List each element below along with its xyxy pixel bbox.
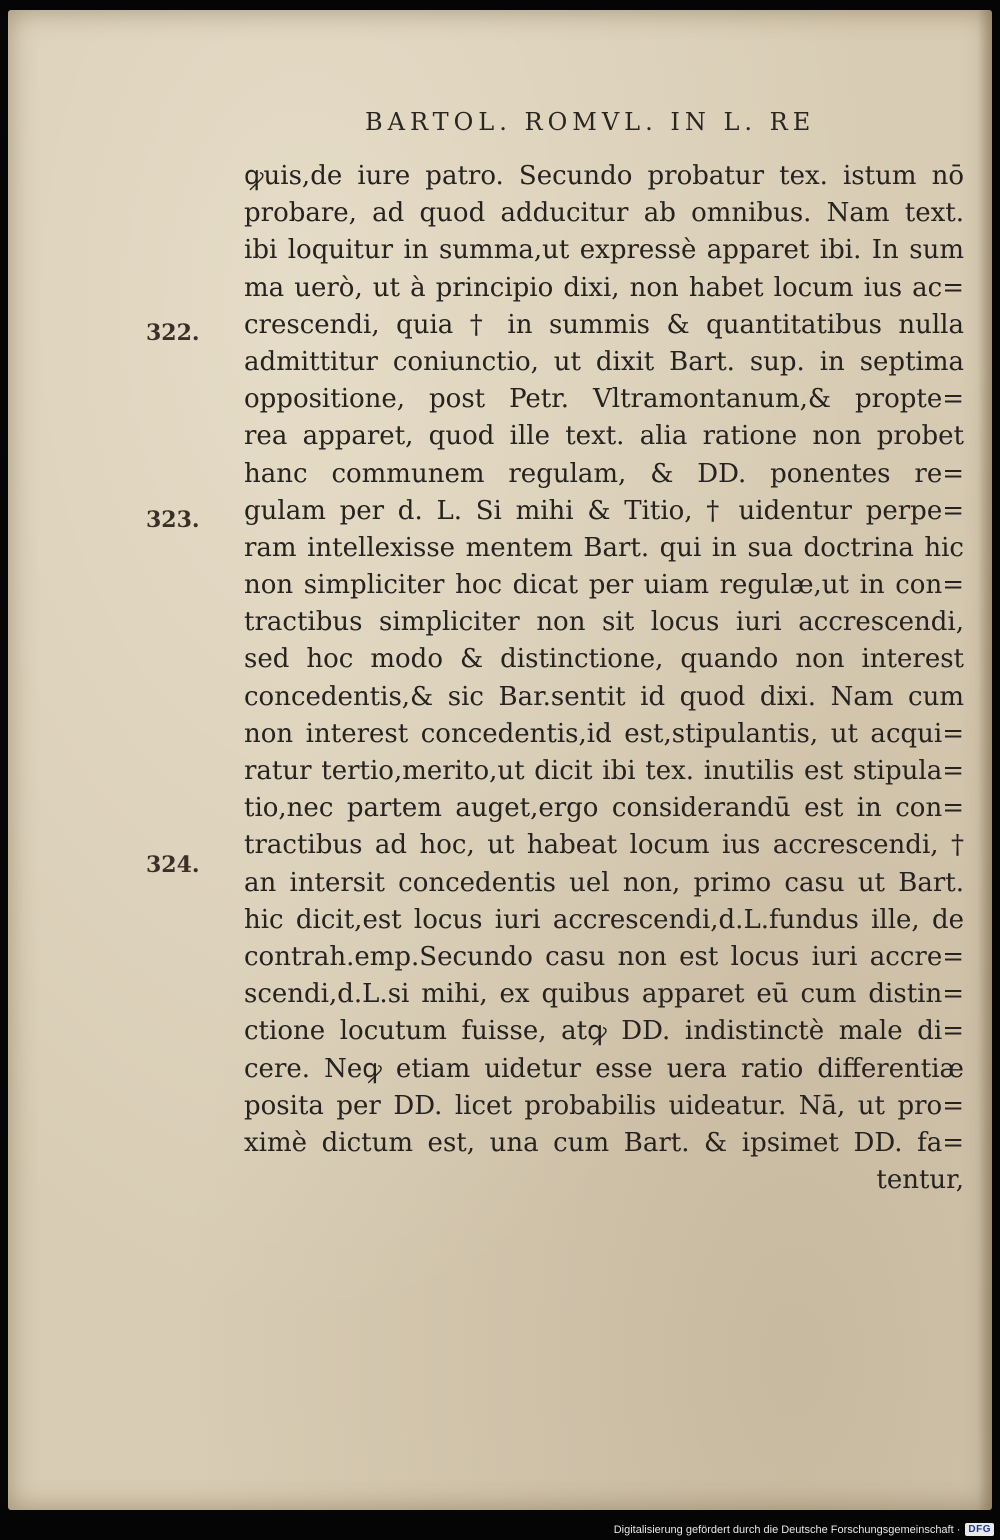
text-line: hic dicit,est locus iuri accrescendi,d.L.fundus ille, de [244, 904, 964, 935]
text-line: ratur tertio,merito,ut dicit ibi tex. inutilis est stipula= [244, 756, 964, 786]
text-line: crescendi, quia † in summis & quantitatibus nulla [244, 309, 964, 340]
text-line: oppositione, post Petr. Vltramontanum,& propte= [244, 384, 964, 415]
text-line: gulam per d. L. Si mihi & Titio, † uidentur perpe= [244, 495, 964, 526]
text-line: tractibus ad hoc, ut habeat locum ius accrescendi, † [244, 830, 964, 861]
dfg-logo-icon: DFG [965, 1523, 994, 1536]
text-line: ibi loquitur in summa,ut expressè apparet ibi. In sum [244, 235, 964, 266]
page-edge-shadow [978, 10, 992, 1510]
text-line: ma uerò, ut à principio dixi, non habet locum ius ac= [244, 272, 964, 303]
text-line: ctione locutum fuisse, atꝙ DD. indistinctè male di= [244, 1016, 964, 1047]
text-line: an intersit concedentis uel non, primo casu ut Bart. [244, 867, 964, 898]
text-line: cere. Neꝙ etiam uidetur esse uera ratio differentiæ [244, 1053, 964, 1084]
digitization-credit [614, 1523, 994, 1536]
text-line: non simpliciter hoc dicat per uiam regulæ,ut in con= [244, 570, 964, 601]
margin-number-323: 323. [146, 507, 200, 533]
margin-number-322: 322. [146, 320, 200, 346]
text-line: ximè dictum est, una cum Bart. & ipsimet DD. fa= [244, 1127, 964, 1158]
text-line: contrah.emp.Secundo casu non est locus iuri accre= [244, 941, 964, 972]
text-line: sed hoc modo & distinctione, quando non interest [244, 644, 964, 675]
text-line: non interest concedentis,id est,stipulantis, ut acqui= [244, 718, 964, 749]
text-line: probare, ad quod adducitur ab omnibus. Nam text. [244, 198, 964, 229]
running-head: BARTOL. ROMVL. IN L. RE [365, 108, 816, 136]
margin-number-324: 324. [146, 852, 200, 878]
text-line: hanc communem regulam, & DD. ponentes re= [244, 458, 964, 489]
book-page [8, 10, 992, 1510]
text-line: concedentis,& sic Bar.sentit id quod dixi. Nam cum [244, 681, 964, 712]
body-text [244, 158, 964, 1199]
text-line: tractibus simpliciter non sit locus iuri accrescendi, [244, 607, 964, 638]
text-line: ꝙuis,de iure patro. Secundo probatur tex. istum nō [244, 161, 964, 191]
text-line: admittitur coniunctio, ut dixit Bart. sup. in septima [244, 346, 964, 377]
credit-text: Digitalisierung gefördert durch die Deutsche Forschungsgemeinschaft · [613, 1523, 961, 1536]
text-line: tio,nec partem auget,ergo considerandū est in con= [244, 793, 964, 824]
text-line: scendi,d.L.si mihi, ex quibus apparet eū cum distin= [244, 979, 964, 1010]
text-line: ram intellexisse mentem Bart. qui in sua doctrina hic [244, 532, 964, 563]
text-line: rea apparet, quod ille text. alia ratione non probet [244, 421, 964, 452]
catchword: tentur, [876, 1165, 964, 1196]
text-line: posita per DD. licet probabilis uideatur. Nā, ut pro= [244, 1090, 964, 1121]
